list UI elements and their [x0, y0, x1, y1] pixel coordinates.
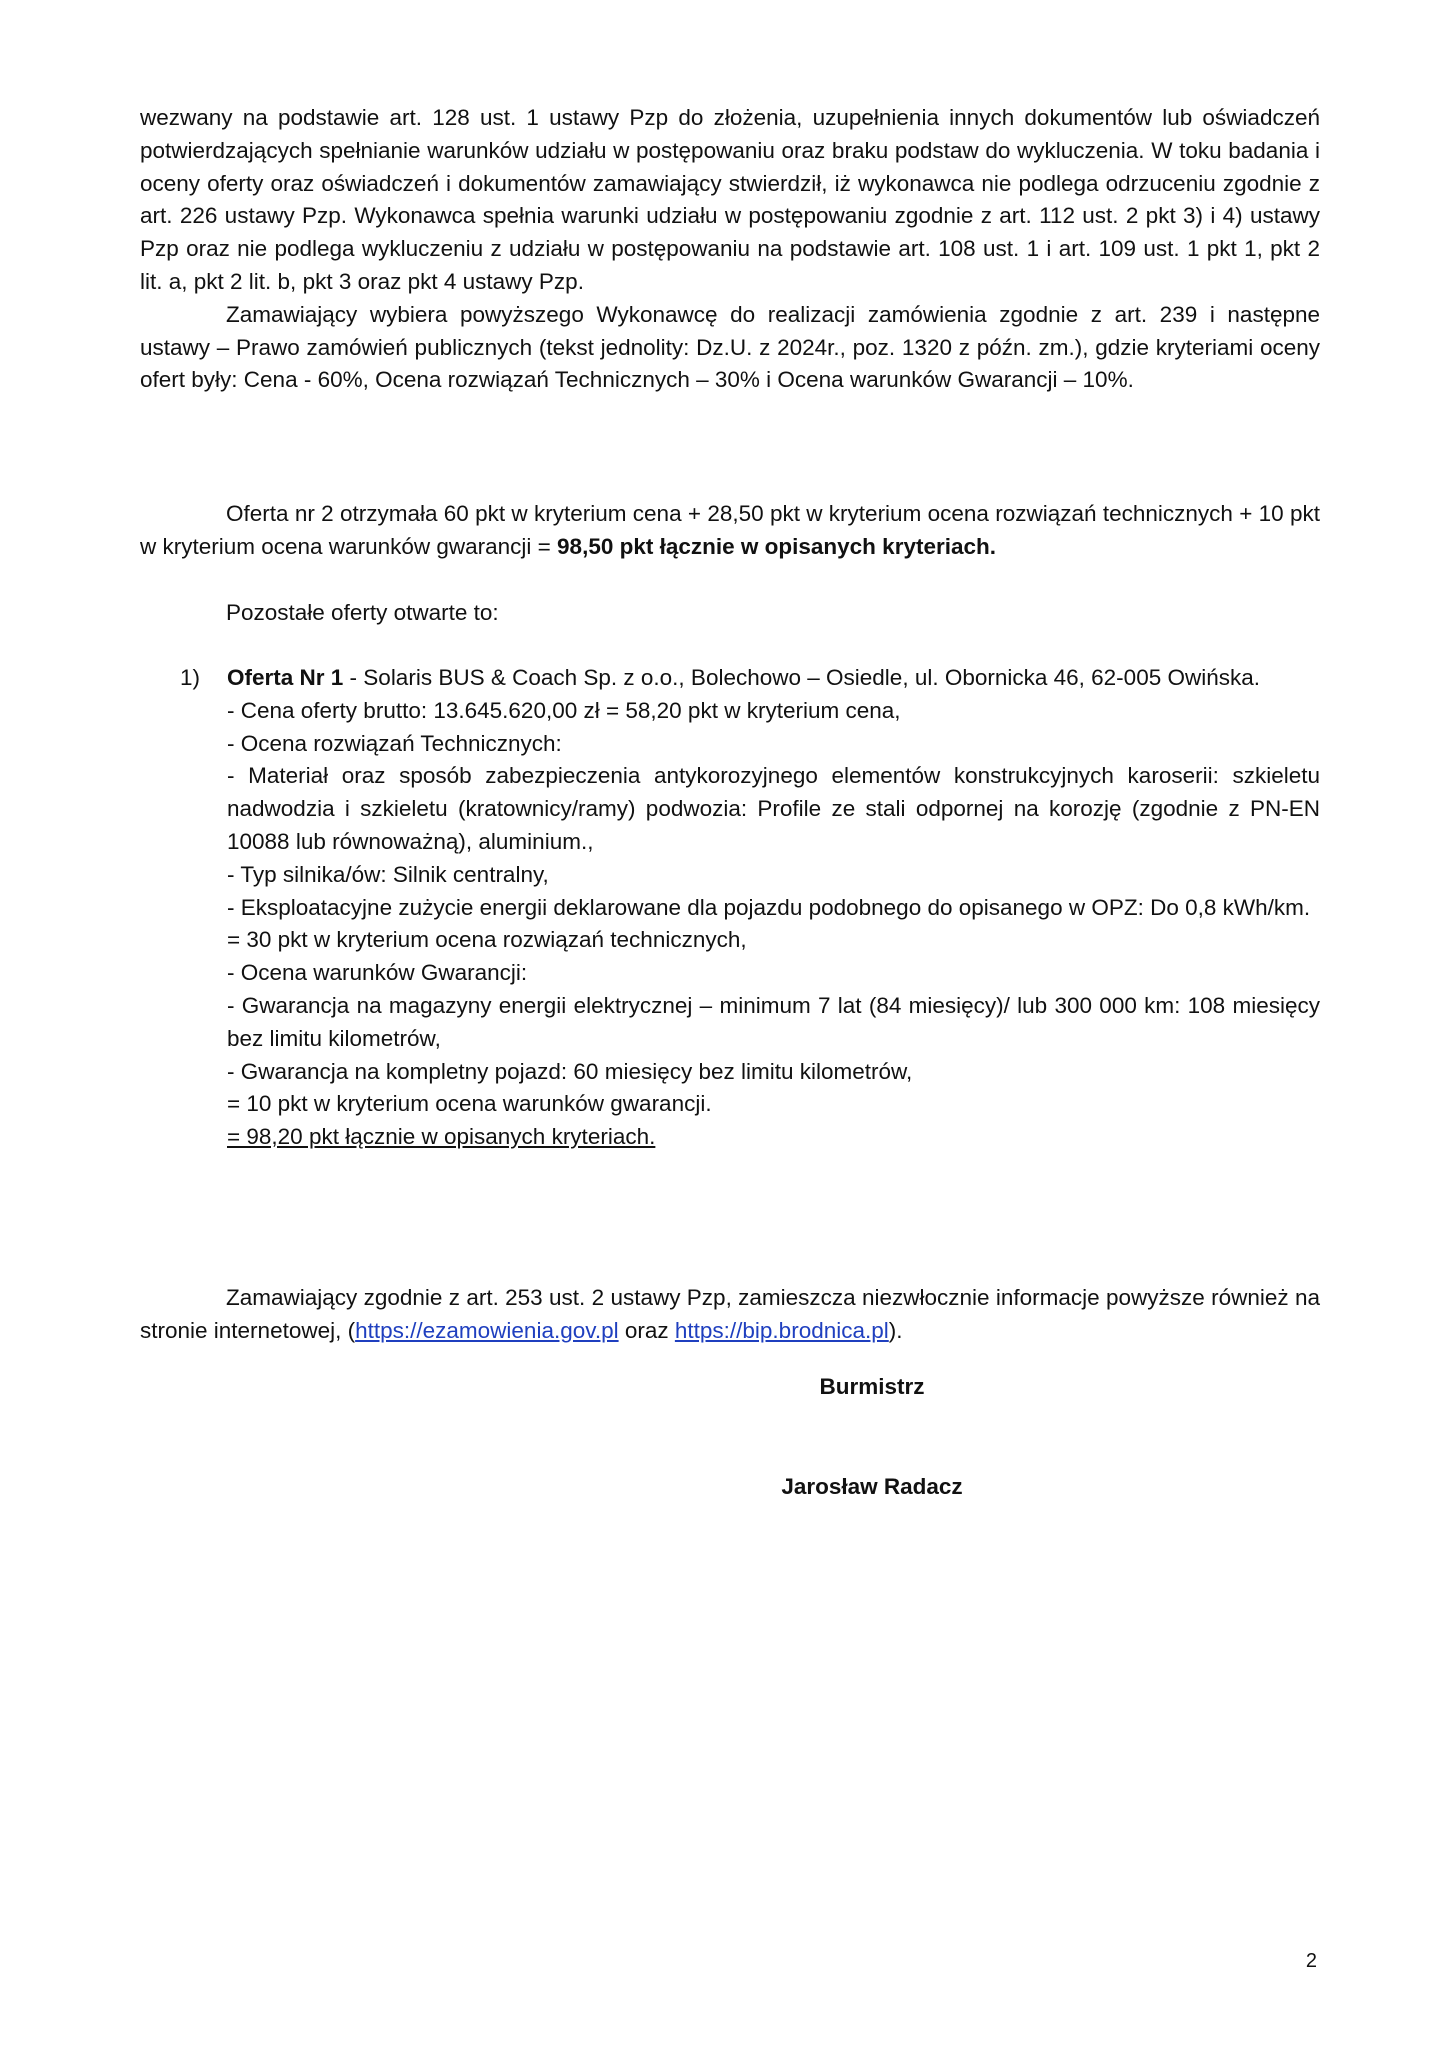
intro-section — [140, 102, 1320, 397]
offer2-summary-total: 98,50 pkt łącznie w opisanych kryteriach. — [557, 533, 996, 559]
other-offers-heading: Pozostałe oferty otwarte to: — [226, 600, 499, 625]
other-offers-section — [140, 597, 1320, 630]
offer1-list-item — [140, 662, 1320, 1154]
closing-text-middle: oraz — [618, 1317, 675, 1343]
signature-role: Burmistrz — [819, 1374, 925, 1399]
offer1-company: - Solaris BUS & Coach Sp. z o.o., Bolechowo – Osiedle, ul. Obornicka 46, 62-005 Owińska. — [343, 665, 1260, 690]
offer2-summary-text: Oferta nr 2 otrzymała 60 pkt w kryterium cena + 28,50 pkt w kryterium ocena rozwiązań technicznych + 10 pkt w kryterium ocena warunków gwarancji = — [140, 501, 1320, 559]
offer2-summary — [140, 498, 1320, 564]
closing-text-before: Zamawiający zgodnie z art. 253 ust. 2 ustawy Pzp, zamieszcza niezwłocznie informacje powyższe również na stronie internetowej, ( — [140, 1285, 1320, 1343]
offer1-line: = 30 pkt w kryterium ocena rozwiązań technicznych, — [227, 927, 747, 953]
offer1-line: - Typ silnika/ów: Silnik centralny, — [227, 861, 549, 887]
offer1-line: - Gwarancja na kompletny pojazd: 60 miesięcy bez limitu kilometrów, — [227, 1058, 913, 1084]
offer1-line: - Gwarancja na magazyny energii elektrycznej – minimum 7 lat (84 miesięcy)/ lub 300 000 km: 108 miesięcy bez limitu kilometrów, — [227, 992, 1320, 1051]
offer1-line: = 10 pkt w kryterium ocena warunków gwarancji. — [227, 1091, 712, 1117]
intro-paragraph-2: Zamawiający wybiera powyższego Wykonawcę do realizacji zamówienia zgodnie z art. 239 i następne ustawy – Prawo zamówień publicznych (tekst jednolity: Dz.U. z 2024r., poz. 1320 z późn. zm.), gdzie kryteriami oceny ofert były: Cena - 60%, Ocena rozwiązań Technicznych – 30% i Ocena warunków Gwarancji – 10%. — [140, 301, 1320, 393]
offer1-line: - Ocena warunków Gwarancji: — [227, 960, 528, 986]
offer1-line: - Materiał oraz sposób zabezpieczenia antykorozyjnego elementów konstrukcyjnych karoserii: szkieletu nadwodzia i szkieletu (kratownicy/ramy) podwozia: Profile ze stali odpornej na korozję (zgodnie z PN-EN 10088 lub równoważną), aluminium., — [227, 763, 1320, 854]
ezamowienia-link[interactable]: https://ezamowienia.gov.pl — [355, 1317, 619, 1343]
bip-brodnica-link[interactable]: https://bip.brodnica.pl — [674, 1317, 889, 1343]
offer1-total: = 98,20 pkt łącznie w opisanych kryteriach. — [227, 1124, 656, 1150]
closing-text-after: ). — [888, 1317, 903, 1343]
closing-section — [140, 1282, 1320, 1348]
intro-paragraph-1: wezwany na podstawie art. 128 ust. 1 ustawy Pzp do złożenia, uzupełnienia innych dokumentów lub oświadczeń potwierdzających spełnianie warunków udziału w postępowaniu oraz braku podstaw do wykluczenia. W toku badania i oceny oferty oraz oświadczeń i dokumentów zamawiający stwierdził, iż wykonawca nie podlega odrzuceniu zgodnie z art. 226 ustawy Pzp. Wykonawca spełnia warunki udziału w postępowaniu zgodnie z art. 112 ust. 2 pkt 3) i 4) ustawy Pzp oraz nie podlega wykluczeniu z udziału w postępowaniu na podstawie art. 108 ust. 1 i art. 109 ust. 1 pkt 1, pkt 2 lit. a, pkt 2 lit. b, pkt 3 oraz pkt 4 ustawy Pzp. — [140, 105, 1320, 294]
offer1-number: 1) — [180, 665, 201, 690]
offer1-line: - Cena oferty brutto: 13.645.620,00 zł = 58,20 pkt w kryterium cena, — [227, 697, 901, 723]
page-number: 2 — [1305, 1950, 1317, 1972]
signature-name: Jarosław Radacz — [781, 1474, 963, 1499]
offer1-line: - Eksploatacyjne zużycie energii deklarowane dla pojazdu podobnego do opisanego w OPZ: Do 0,8 kWh/km. — [227, 894, 1311, 920]
offer1-line: - Ocena rozwiązań Technicznych: — [227, 730, 562, 756]
offer1-title: Oferta Nr 1 — [227, 665, 344, 690]
offer1-body — [227, 662, 1320, 1154]
